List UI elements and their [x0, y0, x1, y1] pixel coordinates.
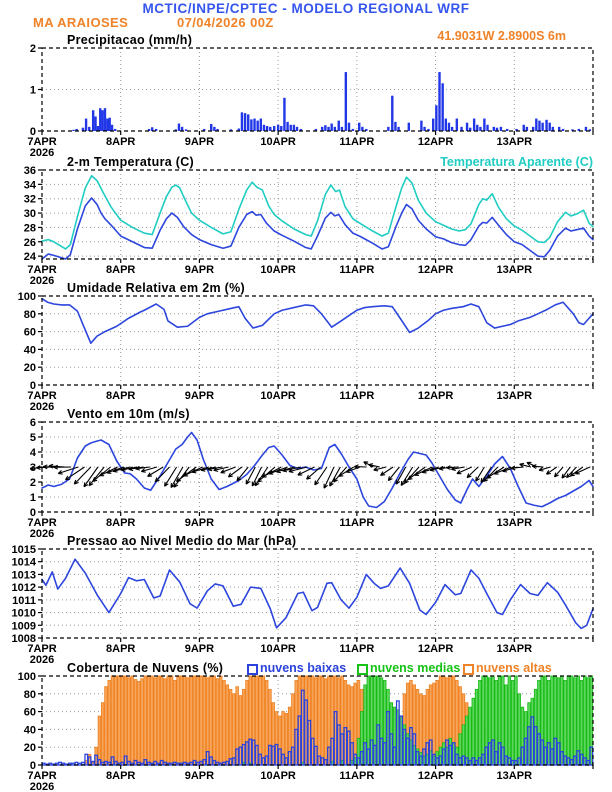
svg-text:1014: 1014	[11, 556, 36, 569]
svg-text:7APR: 7APR	[27, 517, 57, 529]
svg-text:2026: 2026	[29, 147, 55, 159]
panel-title-pressure: Pressao ao Nivel Medio do Mar (hPa)	[67, 534, 297, 548]
svg-text:1013: 1013	[11, 569, 36, 582]
svg-text:1015: 1015	[11, 544, 36, 556]
svg-text:1: 1	[29, 492, 36, 504]
panel-title-temperature: 2-m Temperatura (C)	[67, 155, 195, 169]
svg-text:100: 100	[17, 671, 36, 683]
svg-text:7APR: 7APR	[27, 136, 57, 148]
svg-text:10APR: 10APR	[260, 264, 296, 276]
svg-text:7APR: 7APR	[27, 264, 57, 276]
svg-text:36: 36	[23, 165, 36, 177]
svg-text:7APR: 7APR	[27, 390, 57, 402]
panel-title-precipitation: Precipitacao (mm/h)	[67, 33, 193, 47]
svg-text:1008: 1008	[11, 633, 36, 645]
svg-text:9APR: 9APR	[184, 517, 215, 529]
svg-text:2026: 2026	[29, 528, 55, 540]
svg-text:13APR: 13APR	[496, 643, 533, 655]
svg-text:8APR: 8APR	[106, 390, 136, 402]
high-clouds-legend-swatch	[463, 664, 474, 675]
mid-clouds-legend-label: nuvens medias	[370, 661, 461, 675]
svg-text:2: 2	[29, 43, 36, 55]
svg-text:8APR: 8APR	[106, 264, 136, 276]
svg-text:12APR: 12APR	[417, 517, 454, 529]
svg-text:0: 0	[29, 507, 36, 519]
svg-text:10APR: 10APR	[260, 770, 296, 782]
svg-text:34: 34	[23, 179, 36, 192]
svg-text:5: 5	[29, 432, 36, 444]
svg-text:30: 30	[23, 208, 36, 221]
svg-text:2026: 2026	[29, 781, 55, 792]
svg-text:26: 26	[23, 236, 36, 249]
svg-text:60: 60	[23, 326, 36, 339]
svg-text:10APR: 10APR	[260, 517, 296, 529]
svg-text:8APR: 8APR	[106, 517, 136, 529]
svg-text:10APR: 10APR	[260, 643, 296, 655]
page-title: MCTIC/INPE/CPTEC - MODELO REGIONAL WRF	[142, 1, 470, 16]
svg-text:13APR: 13APR	[496, 517, 533, 529]
svg-text:9APR: 9APR	[184, 390, 215, 402]
svg-text:11APR: 11APR	[339, 264, 375, 276]
svg-text:13APR: 13APR	[496, 770, 533, 782]
svg-text:0: 0	[29, 760, 36, 772]
svg-text:28: 28	[23, 222, 36, 235]
svg-text:12APR: 12APR	[417, 770, 454, 782]
svg-text:60: 60	[23, 706, 36, 719]
svg-text:4: 4	[29, 447, 36, 459]
svg-text:9APR: 9APR	[184, 643, 215, 655]
svg-text:40: 40	[23, 724, 36, 737]
svg-text:7APR: 7APR	[27, 643, 57, 655]
low-clouds-legend-label: nuvens baixas	[260, 661, 347, 675]
svg-text:2: 2	[29, 477, 36, 489]
svg-text:40: 40	[23, 344, 36, 357]
svg-text:2026: 2026	[29, 654, 55, 666]
svg-text:9APR: 9APR	[184, 264, 215, 276]
high-clouds-legend-label: nuvens altas	[476, 661, 552, 675]
svg-text:11APR: 11APR	[339, 770, 375, 782]
svg-text:9APR: 9APR	[184, 136, 215, 148]
svg-text:11APR: 11APR	[339, 136, 375, 148]
svg-text:10APR: 10APR	[260, 136, 296, 148]
panel-title-wind: Vento em 10m (m/s)	[67, 407, 190, 421]
svg-text:0: 0	[29, 126, 36, 138]
panel-title-humidity: Umidade Relativa em 2m (%)	[67, 281, 245, 295]
station-coordinates-label: 41.9031W 2.8900S 6m	[437, 29, 566, 43]
svg-text:11APR: 11APR	[339, 643, 375, 655]
svg-text:12APR: 12APR	[417, 136, 454, 148]
svg-text:80: 80	[23, 688, 36, 701]
svg-text:80: 80	[23, 308, 36, 321]
svg-text:0: 0	[29, 380, 36, 392]
svg-text:1010: 1010	[11, 607, 36, 620]
run-datetime-label: 07/04/2026 00Z	[177, 15, 274, 30]
svg-text:24: 24	[23, 251, 36, 264]
svg-text:9APR: 9APR	[184, 770, 215, 782]
panel-title-clouds: Cobertura de Nuvens (%)	[67, 661, 224, 675]
svg-text:13APR: 13APR	[496, 136, 533, 148]
svg-text:2026: 2026	[29, 275, 55, 287]
svg-text:13APR: 13APR	[496, 264, 533, 276]
svg-text:11APR: 11APR	[339, 390, 375, 402]
svg-text:1012: 1012	[11, 582, 36, 595]
svg-text:6: 6	[29, 417, 36, 429]
svg-text:20: 20	[23, 362, 36, 375]
apparent-temperature-legend: Temperatura Aparente (C)	[440, 155, 593, 169]
mid-clouds-legend-swatch	[357, 664, 368, 675]
svg-text:1009: 1009	[11, 620, 36, 633]
low-clouds-legend-swatch	[247, 664, 258, 675]
svg-text:100: 100	[17, 291, 36, 303]
svg-text:1: 1	[29, 84, 36, 97]
svg-text:7APR: 7APR	[27, 770, 57, 782]
svg-text:12APR: 12APR	[417, 390, 454, 402]
svg-text:11APR: 11APR	[339, 517, 375, 529]
svg-text:12APR: 12APR	[417, 643, 454, 655]
svg-text:13APR: 13APR	[496, 390, 533, 402]
svg-text:12APR: 12APR	[417, 264, 454, 276]
station-label: MA ARAIOSES	[33, 15, 129, 30]
svg-text:8APR: 8APR	[106, 643, 136, 655]
svg-text:8APR: 8APR	[106, 136, 136, 148]
svg-text:10APR: 10APR	[260, 390, 296, 402]
svg-text:1011: 1011	[12, 594, 36, 607]
svg-text:32: 32	[23, 193, 36, 206]
svg-text:3: 3	[29, 462, 36, 474]
svg-text:20: 20	[23, 742, 36, 755]
svg-text:2026: 2026	[29, 401, 55, 413]
svg-text:8APR: 8APR	[106, 770, 136, 782]
